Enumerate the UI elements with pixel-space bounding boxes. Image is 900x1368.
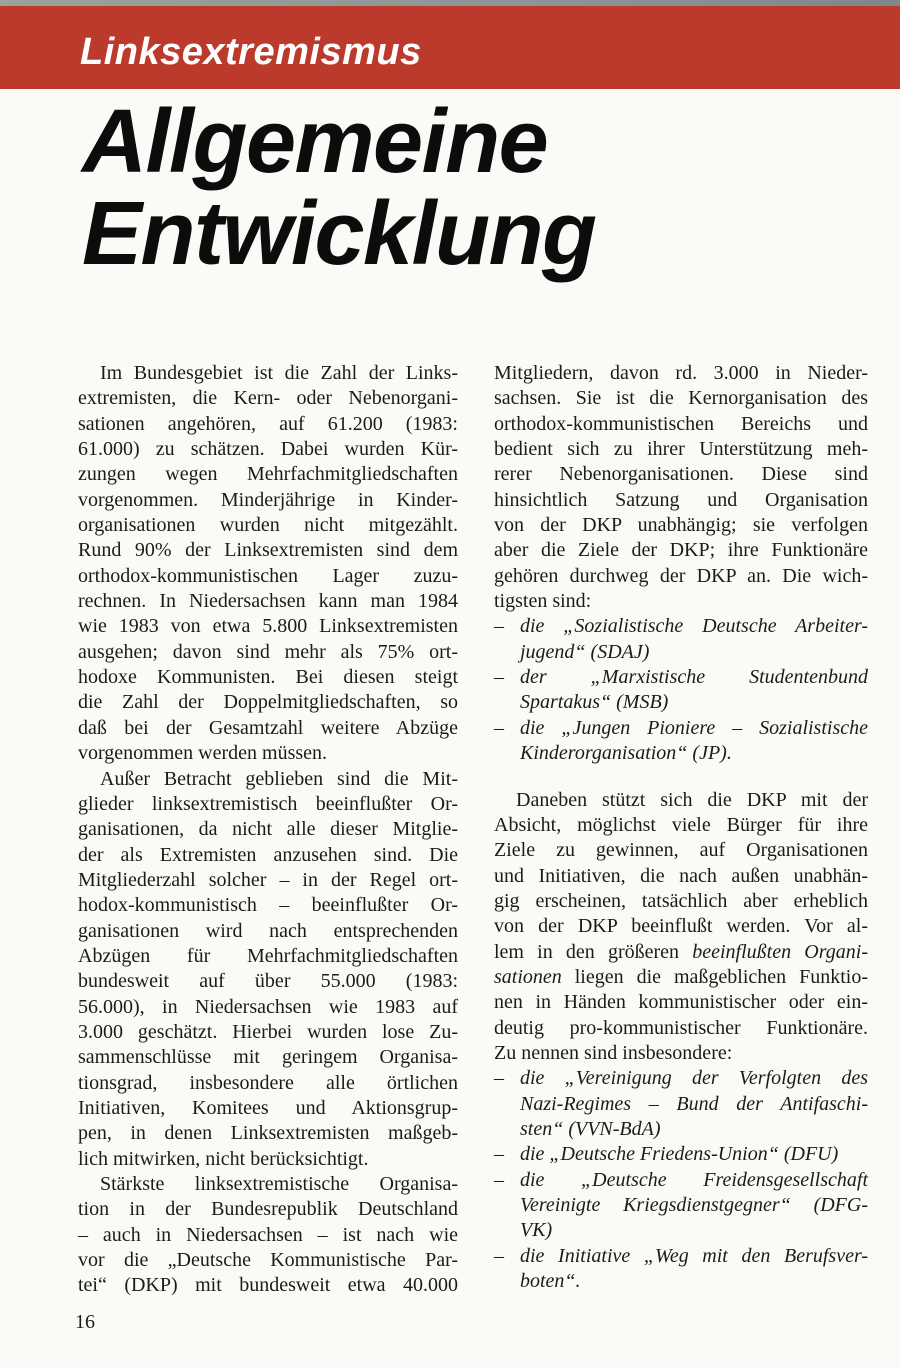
text-line: Daneben stützt sich die DKP mit der [516, 788, 868, 811]
text-line: bundesweit auf über 55.000 (1983: [78, 970, 458, 993]
dash-marker: – [494, 716, 504, 739]
text-line: hodox-kommunistisch – beeinflußter Or- [78, 894, 458, 917]
list-item [494, 1168, 868, 1244]
text-line: Rund 90% der Linksextremisten sind dem [78, 539, 458, 562]
text-line: deutig pro-kommunistischer Funktionäre. [494, 1016, 868, 1039]
list-item-text [520, 1244, 868, 1295]
text-line: orthodox-kommunistischen Bereichs und [494, 412, 868, 435]
list-item-text [520, 1066, 868, 1142]
text-line: die „Deutsche Friedens-Union“ (DFU) [520, 1143, 839, 1166]
category-banner [0, 6, 900, 89]
text-line: extremisten, die Kern- oder Nebenorgani- [78, 387, 458, 410]
text-line: tigsten sind: [494, 590, 592, 613]
text-line: vorgenommen werden müssen. [78, 742, 328, 765]
page-title-line1: Allgemeine [82, 92, 548, 192]
text-line: lich mitwirken, nicht berücksichtigt. [78, 1147, 369, 1170]
list-item-text [520, 614, 868, 665]
text-line: boten“. [520, 1270, 581, 1293]
text-line: sationen liegen die maßgeblichen Funktio- [494, 965, 868, 988]
list-item-text [520, 1142, 868, 1167]
paragraph [78, 361, 458, 767]
text-line: von der DKP beeinflußt werden. Vor al- [494, 915, 868, 938]
text-line: Nazi-Regimes – Bund der Antifaschi- [520, 1092, 868, 1115]
list-item [494, 1244, 868, 1295]
paragraph [494, 788, 868, 1067]
right-column [494, 361, 868, 1294]
text-line: die „Deutsche Freidensgesellschaft [520, 1168, 868, 1191]
text-line: hinsichtlich Satzung und Organisation [494, 488, 868, 511]
text-line: nen in Händen kommunistischer oder ein- [494, 991, 868, 1014]
text-line: hodoxe Kommunisten. Bei diesen steigt [78, 666, 458, 689]
paragraph [78, 1172, 458, 1299]
text-line: ganisationen, da nicht alle dieser Mitglie- [78, 818, 458, 841]
text-line: tei“ (DKP) mit bundesweit etwa 40.000 [78, 1274, 458, 1297]
text-line: VK) [520, 1219, 553, 1242]
list-item [494, 716, 868, 767]
list-item [494, 614, 868, 665]
text-line: gehören durchweg der DKP an. Die wich- [494, 564, 868, 587]
text-line: Abzügen für Mehrfachmitgliedschaften [78, 944, 458, 967]
list-item [494, 1142, 868, 1167]
text-line: die „Vereinigung der Verfolgten des [520, 1067, 868, 1090]
page-title-line2: Entwicklung [82, 184, 596, 284]
text-line: der „Marxistische Studentenbund [520, 666, 868, 689]
category-banner-label: Linksextremismus [80, 30, 422, 73]
text-line: 61.000) zu schätzen. Dabei wurden Kür- [78, 438, 458, 461]
text-line: tion in der Bundesrepublik Deutschland [78, 1198, 458, 1221]
text-line: Außer Betracht geblieben sind die Mit- [100, 767, 458, 790]
text-line: daß bei der Gesamtzahl weitere Abzüge [78, 716, 458, 739]
text-line: orthodox-kommunistischen Lager zuzu- [78, 564, 458, 587]
text-line: Mitgliedern, davon rd. 3.000 in Nieder- [494, 362, 868, 384]
text-line: sationen angehören, auf 61.200 (1983: [78, 412, 458, 435]
dash-list [494, 614, 868, 766]
text-line: ganisationen wird nach entsprechenden [78, 919, 458, 942]
text-line: Zu nennen sind insbesondere: [494, 1041, 733, 1064]
page-number: 16 [75, 1311, 95, 1333]
list-item [494, 1066, 868, 1142]
text-line: von der DKP unabhängig; sie verfolgen [494, 514, 868, 537]
text-line: 3.000 geschätzt. Hierbei wurden lose Zu- [78, 1020, 458, 1043]
text-line: Im Bundesgebiet ist die Zahl der Links- [100, 362, 458, 384]
text-line: die „Jungen Pioniere – Sozialistische [520, 716, 868, 739]
text-line: wie 1983 von etwa 5.800 Linksextremisten [78, 615, 458, 638]
text-line: glieder linksextremistisch beeinflußter Or- [78, 792, 458, 815]
text-line: vorgenommen. Minderjährige in Kinder- [78, 488, 458, 511]
page-title [82, 92, 596, 284]
text-line: rechnen. In Niedersachsen kann man 1984 [78, 590, 458, 613]
text-line: sachsen. Sie ist die Kernorganisation des [494, 387, 868, 410]
dash-marker: – [494, 1168, 504, 1191]
list-item-text [520, 665, 868, 716]
text-line: ausgehen; davon sind mehr als 75% ort- [78, 640, 458, 663]
text-line: die Zahl der Doppelmitgliedschaften, so [78, 691, 458, 714]
list-item-text [520, 716, 868, 767]
list-item-text [520, 1168, 868, 1244]
text-line: sten“ (VVN-BdA) [520, 1117, 661, 1140]
dash-marker: – [494, 1143, 504, 1166]
text-line: bedient sich zu ihrer Unterstützung meh- [494, 438, 868, 461]
text-line: der als Extremisten anzusehen sind. Die [78, 843, 458, 866]
text-line: 56.000), in Niedersachsen wie 1983 auf [78, 995, 458, 1018]
dash-marker: – [494, 615, 504, 638]
text-line: zungen wegen Mehrfachmitgliedschaften [78, 463, 458, 486]
text-line: Ziele zu gewinnen, auf Organisationen [494, 839, 868, 862]
text-line: Vereinigte Kriegsdienstgegner“ (DFG- [520, 1194, 868, 1216]
text-line: die „Sozialistische Deutsche Arbeiter- [520, 615, 868, 638]
text-line: Absicht, möglichst viele Bürger für ihre [494, 813, 868, 836]
text-line: aber die Ziele der DKP; ihre Funktionäre [494, 539, 868, 562]
text-line: Kinderorganisation“ (JP). [520, 742, 732, 765]
text-line: und Initiativen, die nach außen unabhän- [494, 864, 868, 887]
dash-marker: – [494, 1067, 504, 1090]
text-line: – auch in Niedersachsen – ist nach wie [78, 1223, 458, 1246]
paragraph [78, 767, 458, 1173]
text-line: lem in den größeren beeinflußten Organi- [494, 940, 868, 963]
dash-marker: – [494, 1244, 504, 1267]
text-line: die Initiative „Weg mit den Berufsver- [520, 1244, 868, 1267]
text-line: organisationen wurden nicht mitgezählt. [78, 514, 458, 537]
text-line: gig erscheinen, tatsächlich aber erheblich [494, 889, 868, 912]
text-line: Initiativen, Komitees und Aktionsgrup- [78, 1096, 458, 1119]
text-line: vor die „Deutsche Kommunistische Par- [78, 1249, 458, 1272]
paragraph [494, 361, 868, 614]
text-line: sammenschlüsse mit geringem Organisa- [78, 1046, 458, 1069]
dash-list [494, 1066, 868, 1294]
text-line: tionsgrad, insbesondere alle örtlichen [78, 1071, 458, 1094]
list-item [494, 665, 868, 716]
text-line: Mitgliederzahl solcher – in der Regel ort- [78, 868, 458, 891]
text-line: Spartakus“ (MSB) [520, 691, 669, 714]
text-line: pen, in denen Linksextremisten maßgeb- [78, 1122, 458, 1145]
text-line: rerer Nebenorganisationen. Diese sind [494, 463, 868, 486]
text-line: Stärkste linksextremistische Organisa- [100, 1173, 458, 1195]
text-line: jugend“ (SDAJ) [520, 640, 650, 663]
dash-marker: – [494, 666, 504, 689]
left-column [78, 361, 458, 1299]
